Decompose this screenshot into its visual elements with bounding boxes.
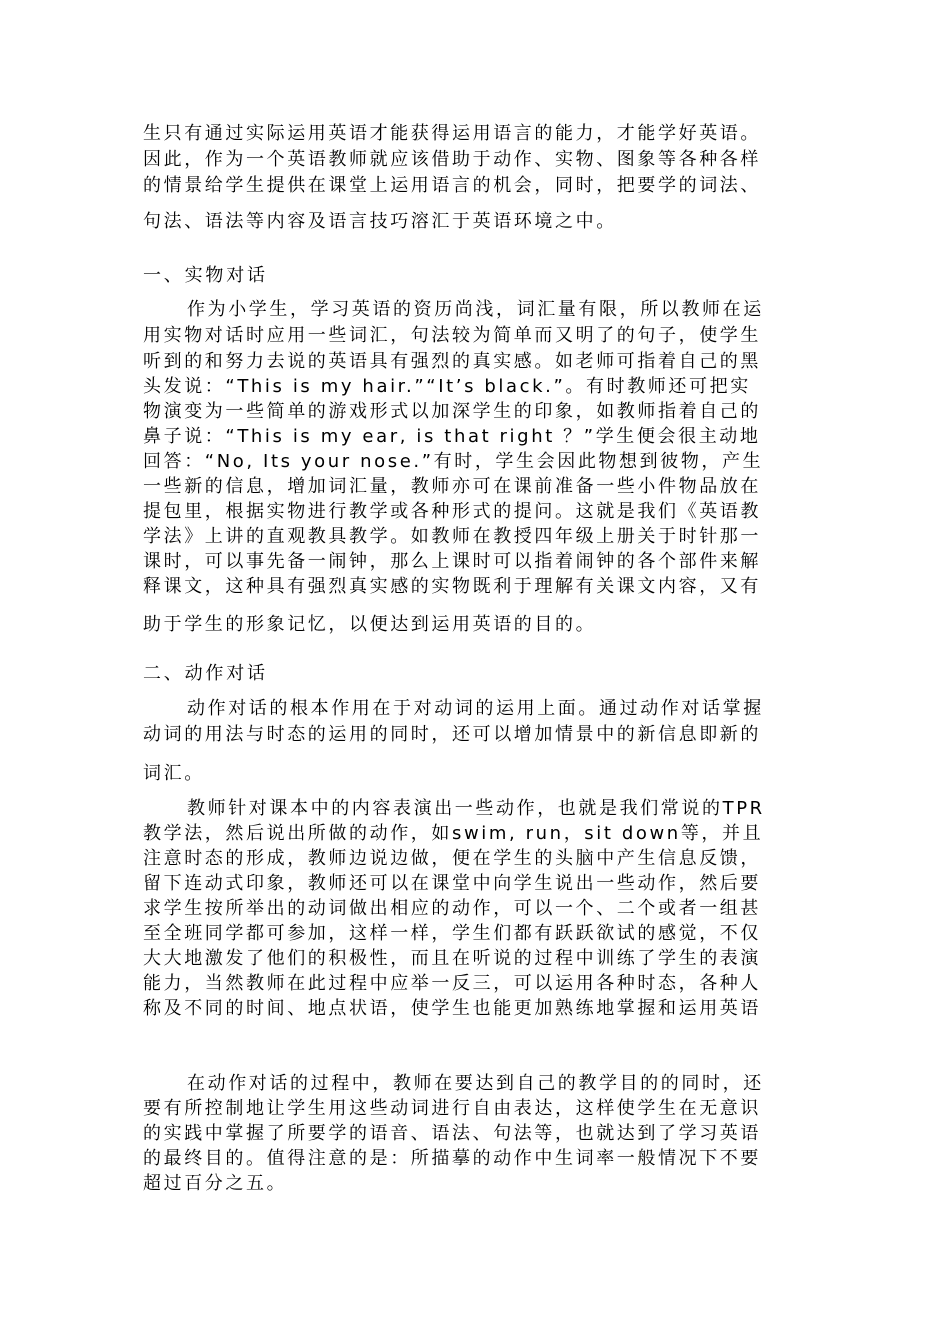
paragraph-line: 求学生按所举出的动词做出相应的动作，可以一个、二个或者一组甚 xyxy=(143,898,761,919)
paragraph-line: 鼻子说：“This is my ear, is that right ？”学生便会很主动地 xyxy=(143,426,761,447)
paragraph-line: 助于学生的形象记忆，以便达到运用英语的目的。 xyxy=(143,614,597,635)
paragraph-line: 超过百分之五。 xyxy=(143,1173,288,1194)
paragraph-line: 学法》上讲的直观教具教学。如教师在教授四年级上册关于时针那一 xyxy=(143,526,761,547)
paragraph-line: 留下连动式印象，教师还可以在课堂中向学生说出一些动作，然后要 xyxy=(143,873,761,894)
paragraph-line: 动词的用法与时态的运用的同时，还可以增加情景中的新信息即新的 xyxy=(143,724,761,745)
paragraph-line: 提包里，根据实物进行教学或各种形式的提问。这就是我们《英语教 xyxy=(143,501,761,522)
paragraph-line: 能力，当然教师在此过程中应举一反三，可以运用各种时态，各种人 xyxy=(143,973,761,994)
paragraph-line: 动作对话的根本作用在于对动词的运用上面。通过动作对话掌握 xyxy=(187,698,764,719)
section-heading-action-dialogue: 二、动作对话 xyxy=(143,663,268,684)
intro-line: 句法、语法等内容及语言技巧溶汇于英语环境之中。 xyxy=(143,211,617,232)
paragraph-line: 听到的和努力去说的英语具有强烈的真实感。如老师可指着自己的黑 xyxy=(143,351,761,372)
paragraph-line: 物演变为一些简单的游戏形式以加深学生的印象，如教师指着自己的 xyxy=(143,401,761,422)
paragraph-line: 作为小学生，学习英语的资历尚浅，词汇量有限，所以教师在运 xyxy=(187,299,764,320)
paragraph-line: 释课文，这种具有强烈真实感的实物既利于理解有关课文内容，又有 xyxy=(143,576,761,597)
paragraph-line: 头发说：“This is my hair.”“It’s black.”。有时教师还可把实 xyxy=(143,376,751,397)
paragraph-line: 注意时态的形成，教师边说边做，便在学生的头脑中产生信息反馈， xyxy=(143,848,761,869)
paragraph-line: 大大地激发了他们的积极性，而且在听说的过程中训练了学生的表演 xyxy=(143,948,761,969)
paragraph-line: 称及不同的时间、地点状语，使学生也能更加熟练地掌握和运用英语 xyxy=(143,998,761,1019)
paragraph-line: 词汇。 xyxy=(143,763,205,784)
section-heading-physical-objects: 一、实物对话 xyxy=(143,265,268,286)
paragraph-line: 的实践中掌握了所要学的语音、语法、句法等，也就达到了学习英语 xyxy=(143,1123,761,1144)
paragraph-line: 教学法，然后说出所做的动作，如swim, run，sit down等，并且 xyxy=(143,823,764,844)
paragraph-line: 一些新的信息，增加词汇量，教师亦可在课前准备一些小件物品放在 xyxy=(143,476,761,497)
paragraph-line: 教师针对课本中的内容表演出一些动作，也就是我们常说的TPR xyxy=(187,798,765,819)
paragraph-line: 要有所控制地让学生用这些动词进行自由表达，这样使学生在无意识 xyxy=(143,1098,761,1119)
paragraph-line: 课时，可以事先备一闹钟，那么上课时可以指着闹钟的各个部件来解 xyxy=(143,551,761,572)
paragraph-line: 在动作对话的过程中，教师在要达到自己的教学目的的同时，还 xyxy=(187,1073,764,1094)
paragraph-line: 用实物对话时应用一些词汇，句法较为简单而又明了的句子，使学生 xyxy=(143,325,761,346)
paragraph-line: 的最终目的。值得注意的是：所描摹的动作中生词率一般情况下不要 xyxy=(143,1148,761,1169)
paragraph-line: 回答：“No, Its your nose.”有时，学生会因此物想到彼物，产生 xyxy=(143,451,764,472)
intro-line: 因此，作为一个英语教师就应该借助于动作、实物、图象等各种各样 xyxy=(143,149,761,170)
intro-line: 生只有通过实际运用英语才能获得运用语言的能力，才能学好英语。 xyxy=(143,123,761,144)
intro-line: 的情景给学生提供在课堂上运用语言的机会，同时，把要学的词法、 xyxy=(143,175,761,196)
paragraph-line: 至全班同学都可参加，这样一样，学生们都有跃跃欲试的感觉，不仅 xyxy=(143,923,761,944)
